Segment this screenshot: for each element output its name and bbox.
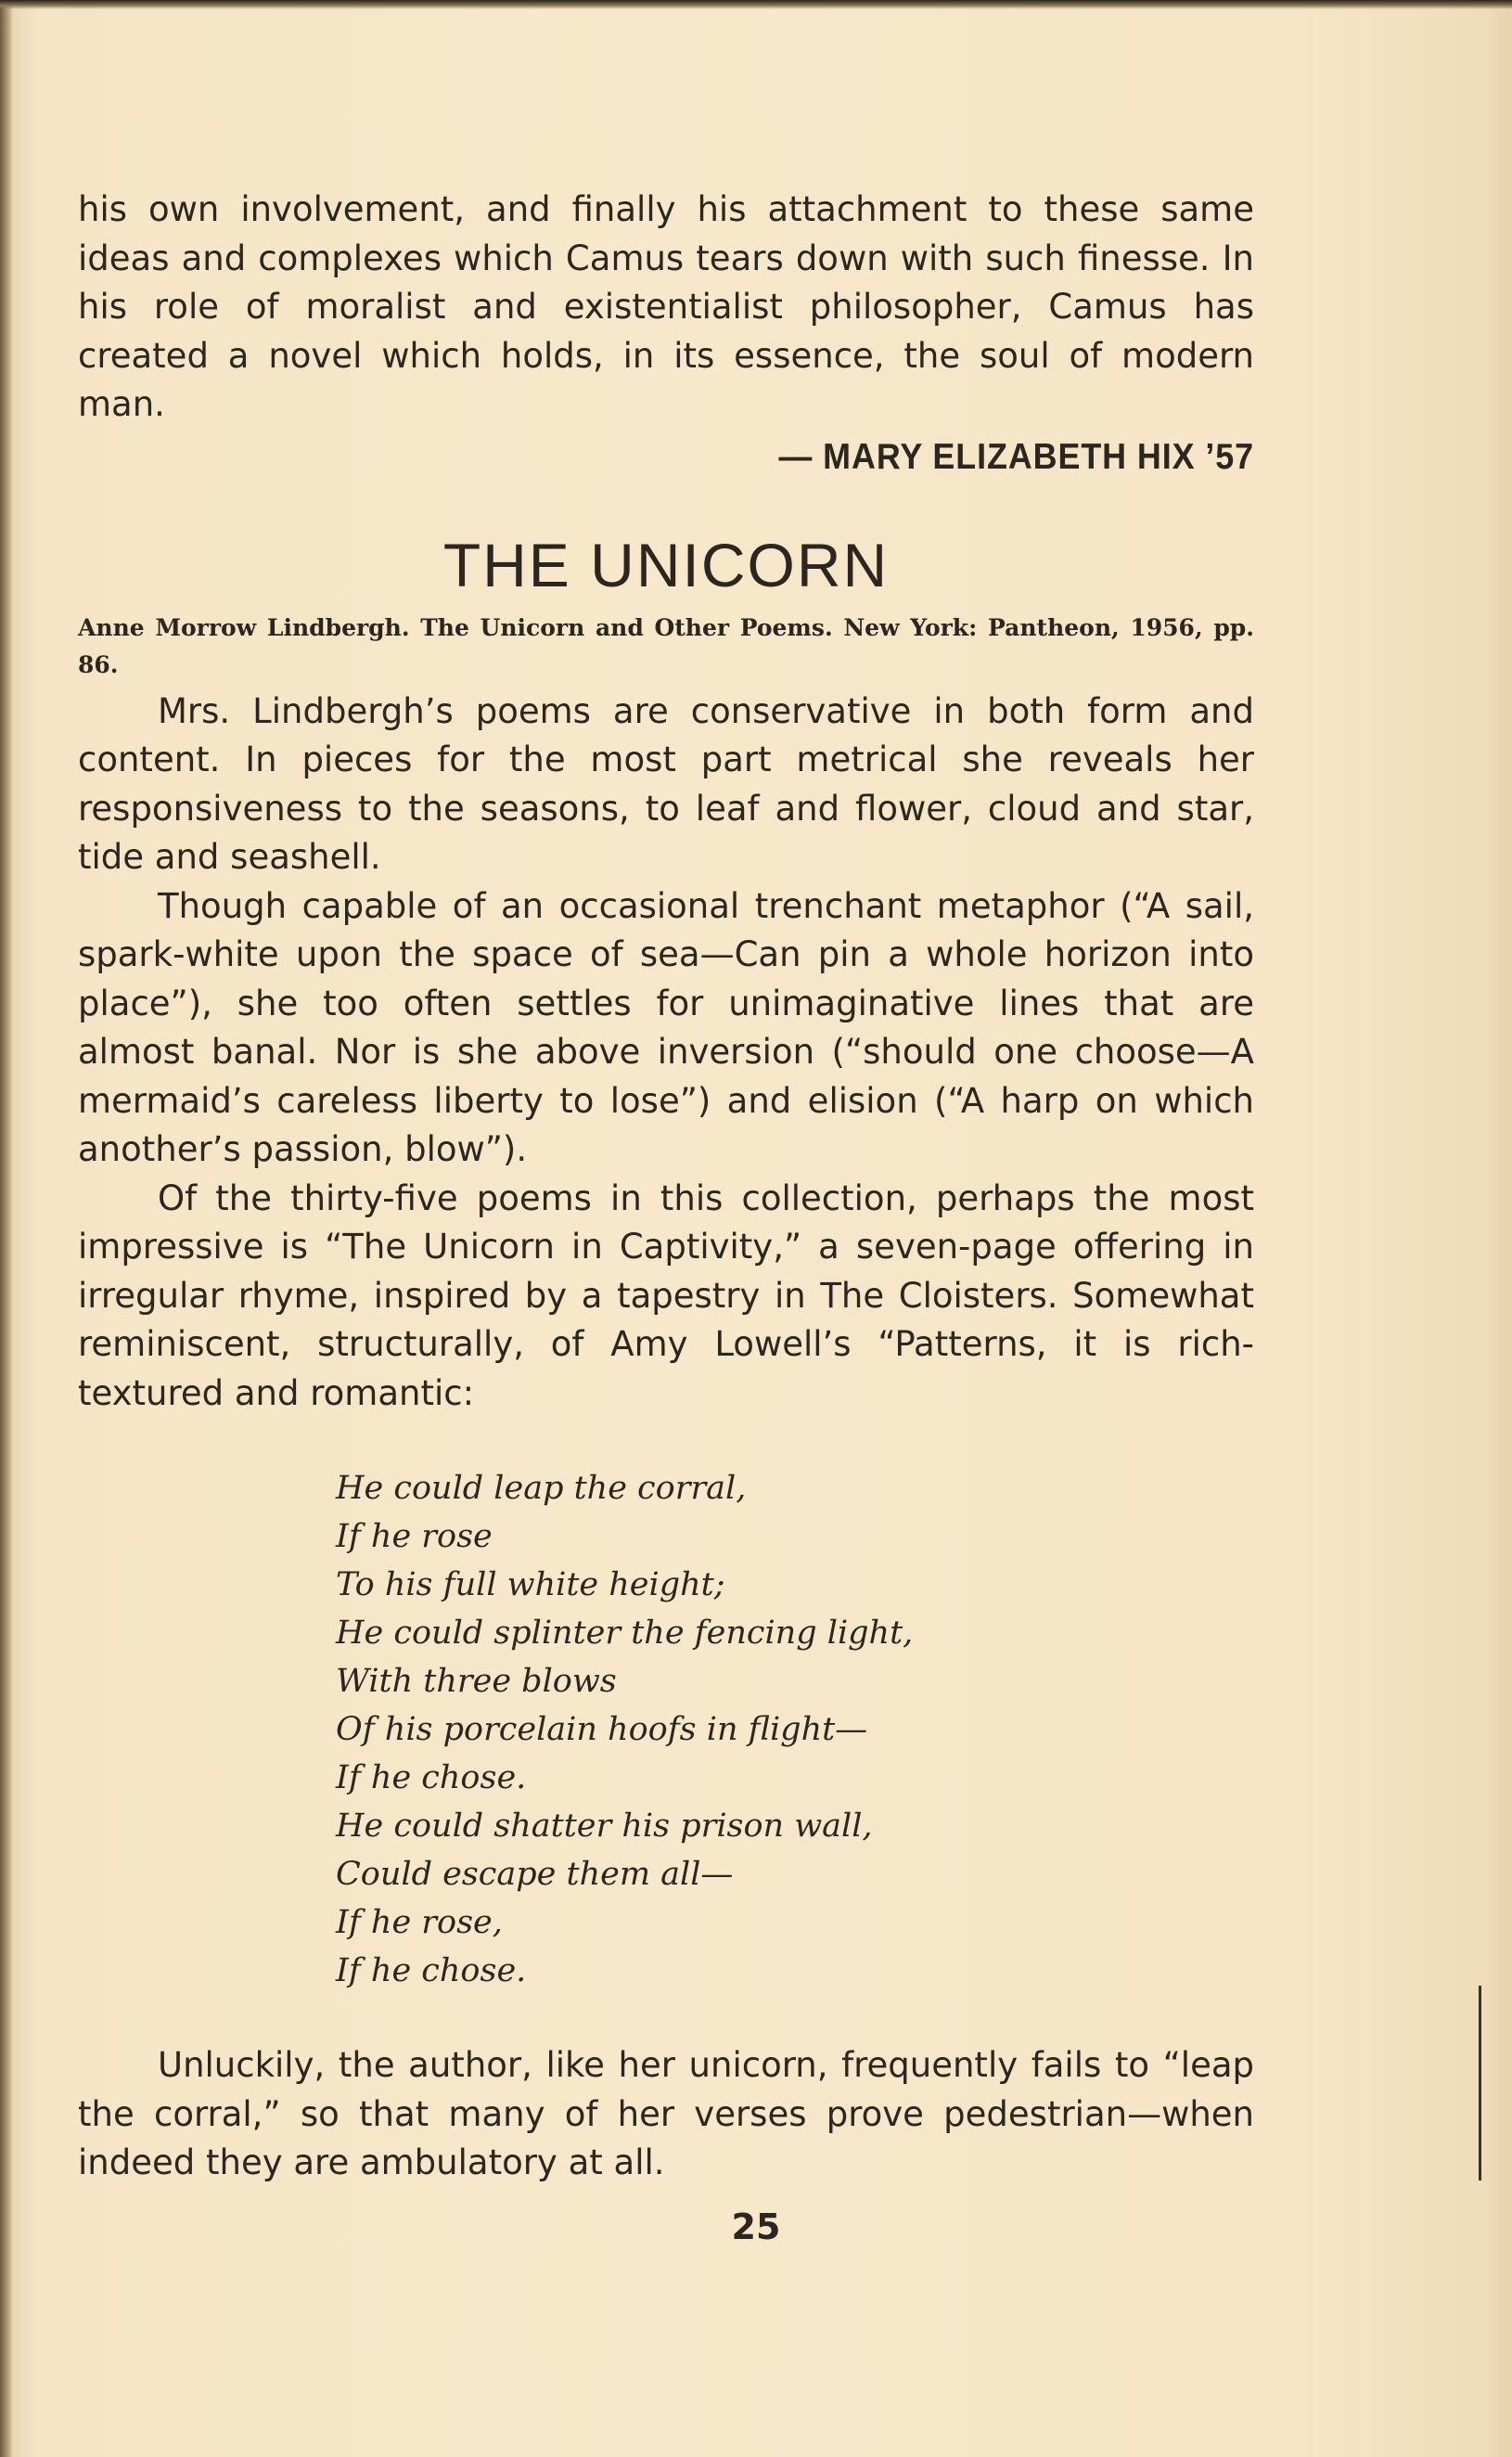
review-closing-paragraph: Unluckily, the author, like her unicorn, frequently fails to “leap the corral,” so that many of her verses prove pedestrian—when indeed they are ambulatory at all. <box>78 2045 1254 2182</box>
poem-line: He could shatter his prison wall, <box>336 1807 873 1845</box>
review-title: THE UNICORN <box>442 530 890 599</box>
page-content <box>78 186 1254 2188</box>
book-citation: Anne Morrow Lindbergh. The Unicorn and Other Poems. New York: Pantheon, 1956, pp. 86. <box>78 613 1254 678</box>
previous-review-closing: his own involvement, and finally his attachment to these same ideas and complexes which Camus tears down with such finesse. In his role of moralist and existentialist philosopher, Camus has created a novel which holds, in its essence, the soul of modern man. <box>78 189 1254 424</box>
review-paragraph-3: Of the thirty-five poems in this collection, perhaps the most impressive is “The Unicorn in Captivity,” a seven-page offering in irregular rhyme, inspired by a tapestry in The Cloisters. Somewhat reminiscent, structurally, of Amy Lowell’s “Patterns, it is rich-textured and romantic: <box>78 1177 1254 1413</box>
poem-line: With three blows <box>336 1663 617 1700</box>
review-paragraph-2: Though capable of an occasional trenchant metaphor (“A sail, spark-white upon the space of sea—Can pin a whole horizon into place”), she too often settles for unimaginative lines that are almost banal. Nor is she above inversion (“should one choose—A mermaid’s careless liberty to lose”) and elision (“A harp on which another’s passion, blow”). <box>78 885 1254 1169</box>
binding-shadow <box>0 0 13 2457</box>
poem-line: If he rose, <box>336 1904 503 1941</box>
poem-line: If he chose. <box>336 1952 527 1989</box>
poem-line: If he chose. <box>336 1759 527 1796</box>
poem-line: He could leap the corral, <box>336 1470 747 1507</box>
review-paragraph-1: Mrs. Lindbergh’s poems are conservative in both form and content. In pieces for the most part metrical she reveals her responsiveness to the seasons, to leaf and flower, cloud and star, tide and seashell. <box>78 690 1254 877</box>
margin-rule <box>1479 1986 1481 2180</box>
poem-line: Of his porcelain hoofs in flight— <box>336 1711 868 1748</box>
poem-line: Could escape them all— <box>336 1856 734 1893</box>
poem-line: If he rose <box>336 1518 493 1555</box>
previous-review-byline: — MARY ELIZABETH HIX ’57 <box>778 436 1254 477</box>
top-edge-shadow <box>0 0 1512 9</box>
poem-excerpt <box>336 1464 1254 1995</box>
poem-line: To his full white height; <box>336 1566 725 1603</box>
poem-line: He could splinter the fencing light, <box>336 1614 914 1652</box>
page-number: 25 <box>731 2206 781 2247</box>
